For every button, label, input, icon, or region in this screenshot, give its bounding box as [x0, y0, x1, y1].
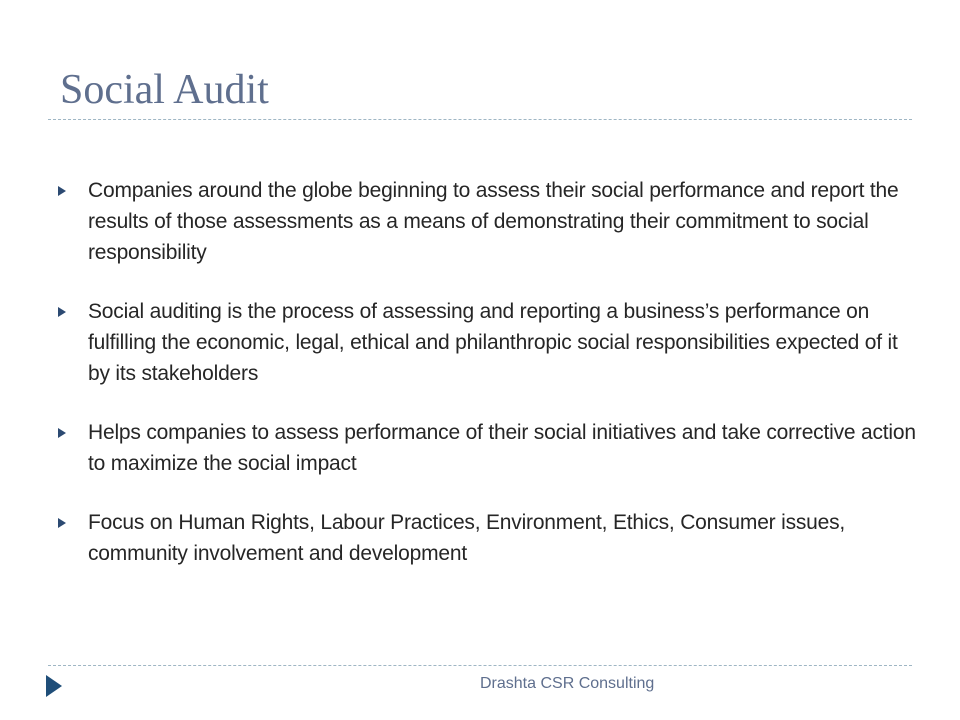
bullet-text: Social auditing is the process of assessing and reporting a business’s performance on fulfilling the economic, legal, ethical and philanthropic social responsibilities expected of it by its stakeholders	[88, 300, 898, 385]
footer-divider	[48, 665, 912, 666]
footer-text: Drashta CSR Consulting	[480, 675, 655, 692]
bullet-text: Helps companies to assess performance of their social initiatives and take corrective action to maximize the social impact	[88, 421, 916, 475]
bullet-item	[58, 507, 918, 569]
bullet-item	[58, 296, 918, 389]
play-arrow-icon	[46, 675, 62, 697]
bullet-item	[58, 175, 918, 268]
triangle-bullet-icon	[58, 186, 66, 196]
bullet-text: Focus on Human Rights, Labour Practices, Environment, Ethics, Consumer issues, community involvement and development	[88, 511, 846, 565]
bullet-text: Companies around the globe beginning to assess their social performance and report the results of those assessments as a means of demonstrating their commitment to social responsibility	[88, 179, 899, 264]
slide-title: Social Audit	[60, 67, 269, 113]
triangle-bullet-icon	[58, 428, 66, 438]
triangle-bullet-icon	[58, 518, 66, 528]
bullet-item	[58, 417, 918, 479]
triangle-bullet-icon	[58, 307, 66, 317]
bullet-list	[58, 175, 918, 597]
title-divider	[48, 119, 912, 120]
